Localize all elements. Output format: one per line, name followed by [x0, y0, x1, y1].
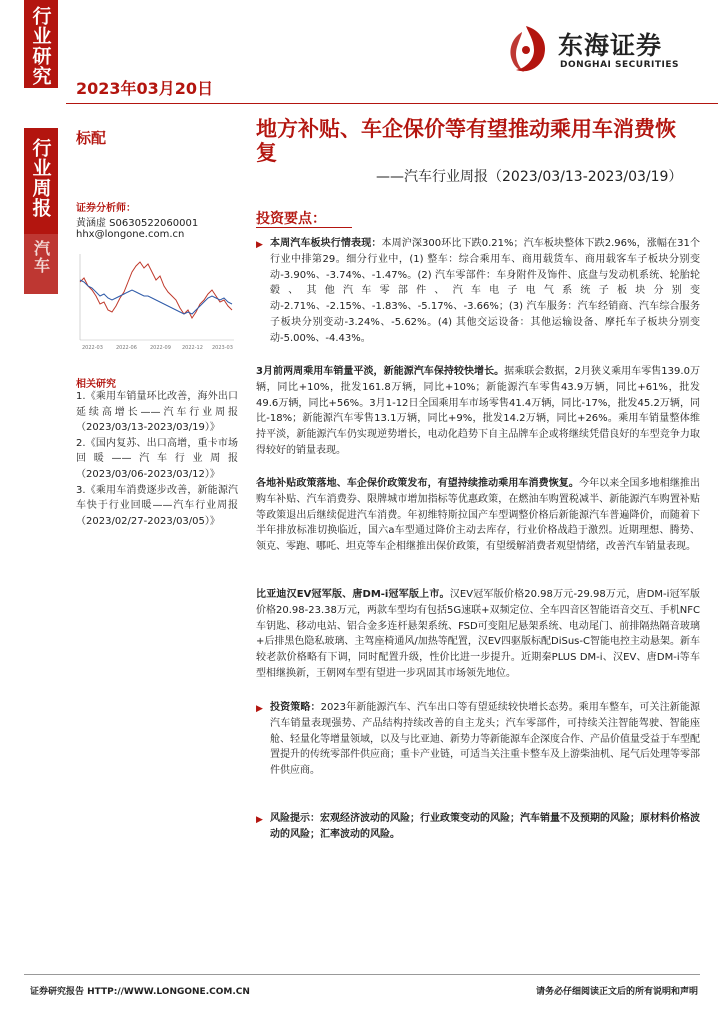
- point-risk: [256, 811, 700, 843]
- category-label: 行业研究: [29, 6, 52, 86]
- report-date: 2023年03月20日: [76, 79, 214, 98]
- sector-label: 汽车: [31, 240, 51, 274]
- point-body: 据乘联会数据，2月狭义乘用车零售139.0万辆，同比+10%，批发161.8万辆，同比+10%；新能源汽车零售43.9万辆，同比+61%，批发49.6万辆，同比+56%。3月1-12日全国乘用车市场零售41.4万辆，同比-17%，批发45.2万辆，同比-18%；新能源汽车零售13.1万辆，同比+9%，批发14.2万辆，同比+26%。乘用车销量整体维持平淡，新能源汽车仍实现逆势增长，电动化趋势下自主品牌车企或将继续凭借良好的车型竞争力取得较好的销量表现。: [256, 366, 700, 456]
- point-policy: [256, 476, 700, 555]
- chart-tick-label: 2022-03: [82, 345, 103, 351]
- bullet-icon: ▶: [256, 704, 263, 714]
- point-body: 本周沪深300环比下跌0.21%；汽车板块整体下跌2.96%，涨幅在31个行业中排第29。细分行业中，(1) 整车：综合乘用车、商用载货车、商用载客车子板块分别变动-3.90%、-3.74%、-1.47%。(2) 汽车零部件：车身附件及饰件、底盘与发动机系统、轮胎轮毂、其他汽车零部件、汽车电子电气系统子板块分别变动-2.71%、-2.15%、-1.83%、-5.17%、-3.66%；(3) 汽车服务：汽车经销商、汽车综合服务子板块分别变动-3.24%、-5.62%。(4) 其他交运设备：其他运输设备、摩托车子板块分别变动-5.00%、-4.43%。: [270, 238, 700, 344]
- point-market-performance: [256, 236, 700, 347]
- analyst-email: hhx@longone.com.cn: [76, 229, 185, 240]
- point-heading: 投资策略：: [270, 702, 321, 713]
- related-item[interactable]: 3.《乘用车消费逐步改善，新能源汽车快于行业回暖——汽车行业周报（2023/02/27-2023/03/05）》: [76, 484, 238, 527]
- key-points-title: 投资要点：: [256, 211, 326, 227]
- point-byd-launch: [256, 587, 700, 682]
- series-index-line: [80, 280, 232, 314]
- point-body: 汉EV冠军版价格20.98万元-29.98万元，唐DM-i冠军版价格20.98-23.38万元，两款车型均有包括5G速联+双频定位、全车四音区智能语音交互、手机NFC车钥匙、移动电站、铝合金多连杆悬架系统、FSD可变阻尼悬架系统、电动尾门、前排隔热隔音玻璃+后排黑色隐私玻璃、主驾座椅通风/加热等配置，汉EV四驱版标配DiSus-C智能电控主动悬架。新车较老款价格略有下调，同时配置升级，性价比进一步提升。近期秦PLUS DM-i、汉EV、唐DM-i等车型相继换新，王朝网车型有望进一步巩固其市场领先地位。: [256, 589, 700, 679]
- logo-name-en: DONGHAI SECURITIES: [560, 60, 679, 70]
- key-points-underline: [256, 227, 352, 228]
- point-strategy: [256, 700, 700, 779]
- footer-divider: [24, 974, 700, 975]
- point-body: 2023年新能源汽车、汽车出口等有望延续较快增长态势。乘用车整车，可关注新能源汽车销量表现强势、产品结构持续改善的自主龙头；汽车零部件，可持续关注智能驾驶、智能座舱、轻量化等增量领域，以及与比亚迪、新势力等新能源车企深度合作、产品价值量受益于车型配置提升的传统零部件供应商；重卡产业链，可适当关注重卡整车及上游柴油机、尾气后处理等零部件供应商。: [270, 702, 701, 777]
- header-divider: [66, 103, 718, 104]
- report-type-label: 行业周报: [29, 138, 52, 218]
- series-sector-line: [80, 262, 232, 318]
- sector-tab: [24, 234, 58, 294]
- analyst-label: 证券分析师：: [76, 203, 136, 214]
- chart-tick-label: 2022-09: [150, 345, 171, 351]
- company-logo: [500, 22, 700, 82]
- related-item[interactable]: 2.《国内复苏、出口高增，重卡市场回暖——汽车行业周报（2023/03/06-2023/03/12）》: [76, 437, 238, 480]
- footer-disclaimer: 请务必仔细阅读正文后的所有说明和声明: [535, 987, 698, 997]
- chart-tick-label: 2022-12: [182, 345, 203, 351]
- point-heading: 风险提示：宏观经济波动的风险；行业政策变动的风险；汽车销量不及预期的风险；原材料价格波动的风险；汇率波动的风险。: [270, 813, 700, 840]
- logo-emblem-icon: [500, 22, 552, 78]
- report-subtitle: ——汽车行业周报（2023/03/13-2023/03/19）: [376, 169, 683, 185]
- logo-name-cn: 东海证券: [558, 31, 663, 60]
- chart-tick-label: 2023-03: [212, 345, 233, 351]
- performance-chart: [76, 252, 238, 352]
- bullet-icon: ▶: [256, 240, 263, 250]
- point-sales: [256, 364, 700, 459]
- related-research-list: [76, 389, 238, 529]
- point-body: 今年以来全国多地相继推出购车补贴、汽车消费券、限牌城市增加指标等优惠政策，在燃油车购置税减半、新能源汽车购置补贴等政策退出后继续促进汽车消费。年初维特斯拉国产车型调整价格后新能源汽车普遍降价，而随着下半年排放标准切换临近，国六a车型通过降价主动去库存，行业价格战趋于激烈。近期理想、腾势、领克、零跑、哪吒、坦克等车企相继推出保价政策，有望缓解消费者观望情绪，改善汽车销量表现。: [256, 478, 701, 553]
- bullet-icon: ▶: [256, 815, 263, 825]
- report-title: 地方补贴、车企保价等有望推动乘用车消费恢复: [256, 117, 676, 165]
- analyst-name: 黄涵虚 S0630522060001: [76, 218, 199, 229]
- report-type-tab: [24, 128, 58, 234]
- point-heading: 本周汽车板块行情表现：: [270, 238, 382, 249]
- rating: 标配: [76, 129, 107, 147]
- point-heading: 3月前两周乘用车销量平淡，新能源汽车保持较快增长。: [256, 366, 505, 377]
- footer-website[interactable]: 证券研究报告 HTTP://WWW.LONGONE.COM.CN: [30, 987, 250, 997]
- point-heading: 各地补贴政策落地、车企保价政策发布，有望持续推动乘用车消费恢复。: [256, 478, 579, 489]
- chart-tick-label: 2022-06: [116, 345, 137, 351]
- related-research-title: 相关研究: [76, 379, 116, 390]
- point-heading: 比亚迪汉EV冠军版、唐DM-i冠军版上市。: [256, 589, 450, 600]
- category-tab: [24, 0, 58, 88]
- related-item[interactable]: 1.《乘用车销量环比改善，海外出口延续高增长——汽车行业周报（2023/03/13-2023/03/19）》: [76, 391, 238, 434]
